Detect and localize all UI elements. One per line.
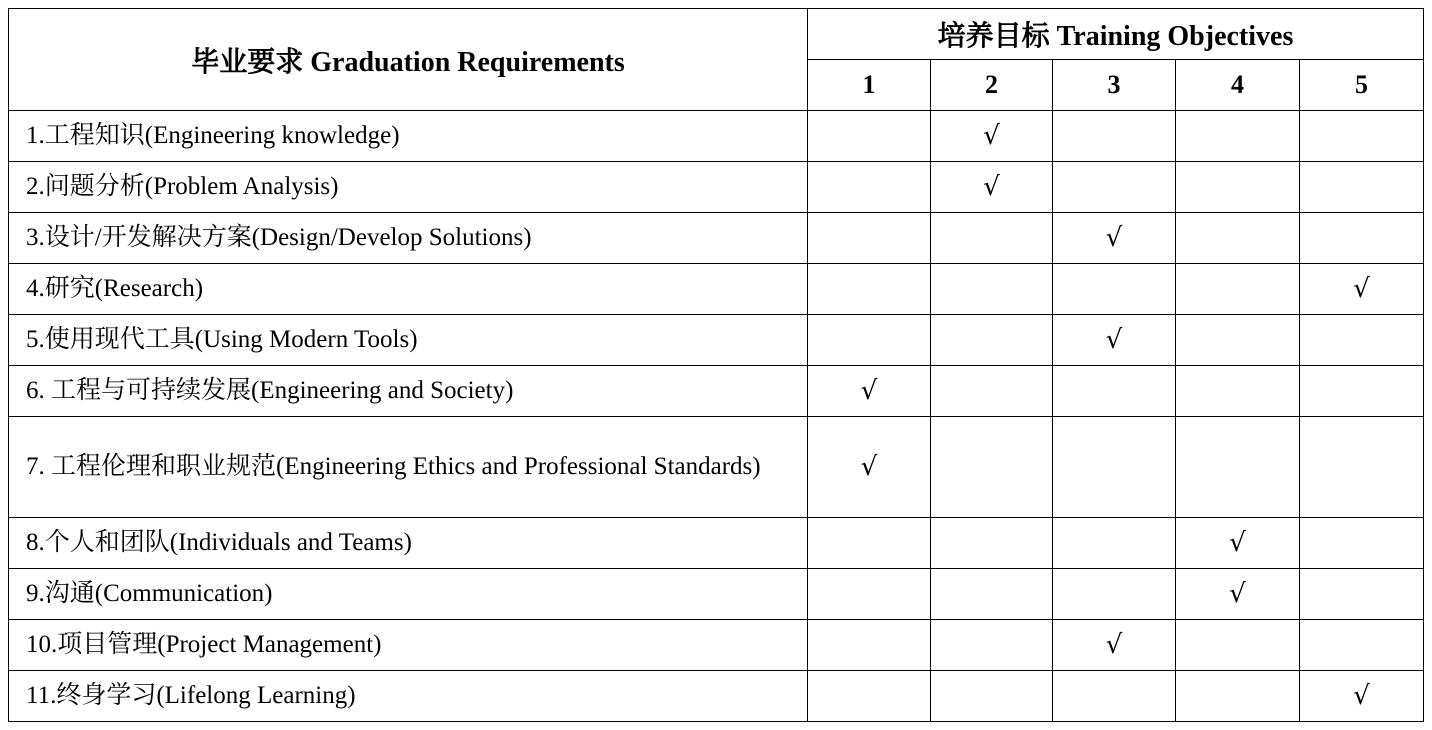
requirement-cell [9, 162, 808, 213]
check-mark-icon: √ [1300, 671, 1424, 722]
requirement-label: 2.问题分析(Problem Analysis) [26, 173, 339, 200]
empty-cell [1053, 162, 1176, 213]
empty-cell [1300, 213, 1424, 264]
table-row [9, 620, 1424, 671]
table-row [9, 366, 1424, 417]
empty-cell [931, 366, 1053, 417]
requirement-cell [9, 366, 808, 417]
table-row [9, 315, 1424, 366]
empty-cell [1053, 518, 1176, 569]
requirement-cell [9, 213, 808, 264]
requirement-cell [9, 620, 808, 671]
empty-cell [931, 213, 1053, 264]
requirement-cell [9, 417, 808, 518]
objective-number-4: 4 [1176, 60, 1300, 111]
empty-cell [1300, 366, 1424, 417]
empty-cell [1053, 569, 1176, 620]
requirement-label: 4.研究(Research) [26, 275, 204, 302]
requirement-cell [9, 518, 808, 569]
check-mark-icon: √ [1176, 518, 1300, 569]
empty-cell [808, 264, 931, 315]
objective-number-5: 5 [1300, 60, 1424, 111]
table-row [9, 518, 1424, 569]
requirement-label: 11.终身学习(Lifelong Learning) [26, 682, 356, 709]
table-row [9, 213, 1424, 264]
empty-cell [1053, 671, 1176, 722]
requirement-cell [9, 111, 808, 162]
empty-cell [931, 620, 1053, 671]
empty-cell [808, 162, 931, 213]
requirement-label: 1.工程知识(Engineering knowledge) [26, 122, 400, 149]
empty-cell [931, 569, 1053, 620]
requirement-label: 7. 工程伦理和职业规范(Engineering Ethics and Professional Standards) [26, 453, 761, 480]
requirement-label: 10.项目管理(Project Management) [26, 631, 382, 658]
requirement-cell [9, 569, 808, 620]
empty-cell [1176, 162, 1300, 213]
empty-cell [1053, 417, 1176, 518]
empty-cell [808, 518, 931, 569]
requirement-cell [9, 671, 808, 722]
check-mark-icon: √ [1053, 213, 1176, 264]
requirement-label: 5.使用现代工具(Using Modern Tools) [26, 326, 418, 353]
empty-cell [808, 671, 931, 722]
empty-cell [1300, 162, 1424, 213]
empty-cell [808, 213, 931, 264]
empty-cell [1053, 264, 1176, 315]
empty-cell [1176, 417, 1300, 518]
graduation-requirements-header: 毕业要求 Graduation Requirements [9, 9, 808, 111]
empty-cell [808, 569, 931, 620]
empty-cell [1300, 417, 1424, 518]
check-mark-icon: √ [808, 417, 931, 518]
requirements-objectives-table [8, 8, 1424, 722]
requirement-label: 6. 工程与可持续发展(Engineering and Society) [26, 377, 514, 404]
check-mark-icon: √ [1176, 569, 1300, 620]
empty-cell [808, 111, 931, 162]
empty-cell [1300, 518, 1424, 569]
empty-cell [931, 264, 1053, 315]
empty-cell [1053, 111, 1176, 162]
empty-cell [931, 671, 1053, 722]
empty-cell [1176, 213, 1300, 264]
empty-cell [1053, 366, 1176, 417]
empty-cell [808, 620, 931, 671]
objective-number-1: 1 [808, 60, 931, 111]
empty-cell [1176, 366, 1300, 417]
check-mark-icon: √ [1053, 620, 1176, 671]
table-row [9, 162, 1424, 213]
empty-cell [1300, 569, 1424, 620]
requirement-label: 8.个人和团队(Individuals and Teams) [26, 529, 412, 556]
empty-cell [1300, 620, 1424, 671]
empty-cell [1176, 315, 1300, 366]
objective-number-2: 2 [931, 60, 1053, 111]
table-row [9, 264, 1424, 315]
requirement-label: 9.沟通(Communication) [26, 580, 273, 607]
training-objectives-header: 培养目标 Training Objectives [808, 9, 1424, 60]
check-mark-icon: √ [931, 111, 1053, 162]
table-row [9, 671, 1424, 722]
check-mark-icon: √ [1300, 264, 1424, 315]
check-mark-icon: √ [931, 162, 1053, 213]
empty-cell [1300, 315, 1424, 366]
empty-cell [1176, 620, 1300, 671]
check-mark-icon: √ [808, 366, 931, 417]
empty-cell [931, 518, 1053, 569]
empty-cell [931, 315, 1053, 366]
empty-cell [1176, 264, 1300, 315]
requirement-label: 3.设计/开发解决方案(Design/Develop Solutions) [26, 224, 532, 251]
table-row [9, 417, 1424, 518]
empty-cell [1176, 671, 1300, 722]
requirement-cell [9, 264, 808, 315]
empty-cell [1176, 111, 1300, 162]
empty-cell [808, 315, 931, 366]
table-row [9, 569, 1424, 620]
table-row [9, 111, 1424, 162]
objective-number-3: 3 [1053, 60, 1176, 111]
table-body [9, 111, 1424, 722]
check-mark-icon: √ [1053, 315, 1176, 366]
empty-cell [931, 417, 1053, 518]
empty-cell [1300, 111, 1424, 162]
requirement-cell [9, 315, 808, 366]
